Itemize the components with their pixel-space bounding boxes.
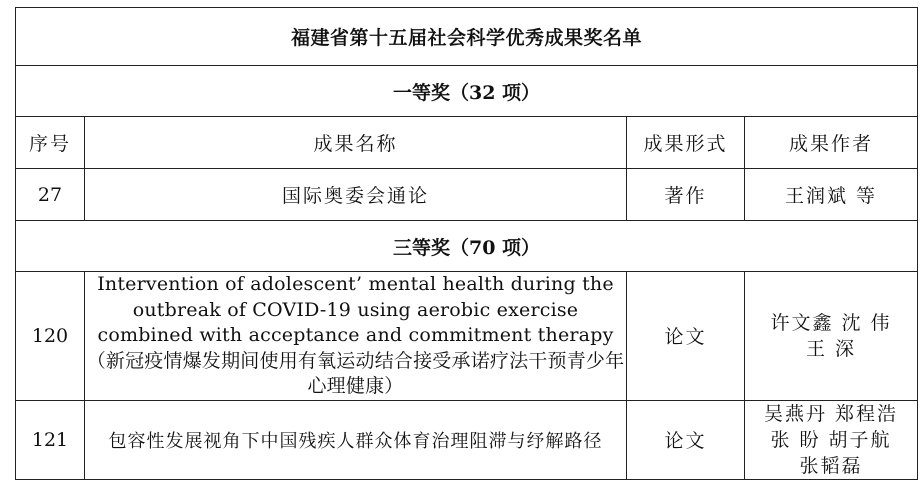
row-authors — [745, 272, 918, 401]
row-serial: 121 — [16, 400, 85, 479]
author-line: 张 盼 胡子航 — [770, 428, 892, 451]
column-header-form: 成果形式 — [627, 117, 745, 169]
table-title: 福建省第十五届社会科学优秀成果奖名单 — [16, 8, 918, 66]
author-line: 王 深 — [805, 337, 857, 360]
row-form: 论文 — [627, 400, 745, 479]
row-name: 国际奥委会通论 — [85, 169, 627, 221]
row-serial: 27 — [16, 169, 85, 221]
column-header-author: 成果作者 — [745, 117, 918, 169]
author-line: 许文鑫 沈 伟 — [770, 311, 892, 334]
row-name: 包容性发展视角下中国残疾人群众体育治理阻滞与纾解路径 — [85, 400, 627, 479]
table-row — [16, 169, 918, 221]
author-line: 张韬磊 — [799, 454, 863, 477]
author-line: 吴燕丹 郑程浩 — [763, 402, 899, 425]
section-third-prize: 三等奖（70 项） — [16, 221, 918, 272]
row-form: 著作 — [627, 169, 745, 221]
row-form: 论文 — [627, 272, 745, 401]
row-name: Intervention of adolescent’ mental health during the outbreak of COVID-19 using aerobic exercise combined with acceptance and commitment therapy（新冠疫情爆发期间使用有氧运动结合接受承诺疗法干预青少年心理健康） — [85, 272, 627, 401]
award-list-table — [15, 7, 918, 480]
column-header-serial: 序号 — [16, 117, 85, 169]
row-authors — [745, 400, 918, 479]
column-header-name: 成果名称 — [85, 117, 627, 169]
section-first-prize: 一等奖（32 项） — [16, 66, 918, 117]
table-row — [16, 272, 918, 401]
table-row — [16, 400, 918, 479]
row-author: 王润斌 等 — [745, 169, 918, 221]
row-serial: 120 — [16, 272, 85, 401]
